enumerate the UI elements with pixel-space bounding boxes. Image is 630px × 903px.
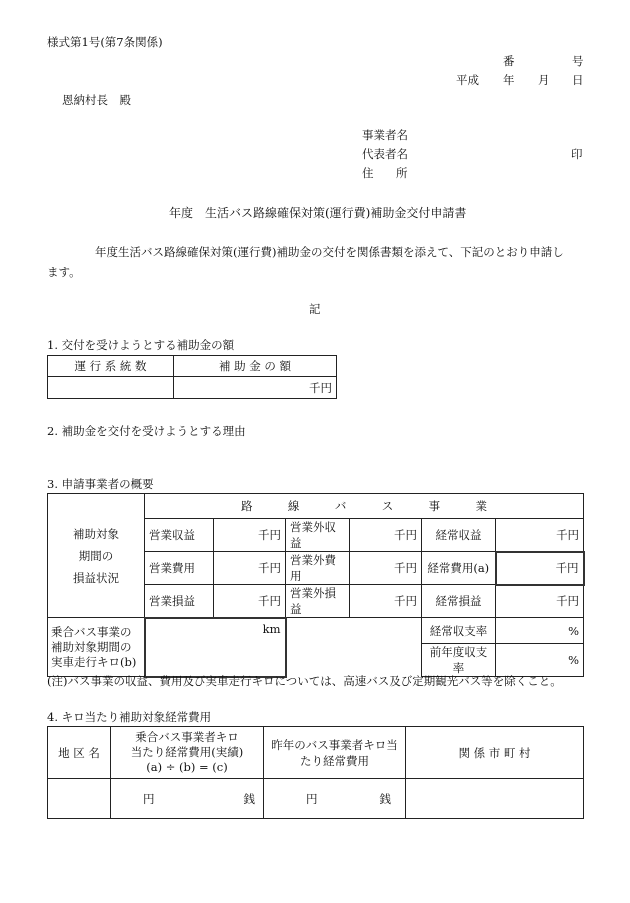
km-value[interactable]: km — [145, 618, 286, 677]
non-operating-expense-value[interactable]: 千円 — [350, 552, 422, 585]
ordinary-revenue-label: 経常収益 — [422, 519, 496, 552]
ratio-label: 経常収支率 — [422, 618, 496, 644]
ordinary-expense-value[interactable]: 千円 — [496, 552, 584, 585]
non-operating-expense-label: 営業外費用 — [286, 552, 350, 585]
route-bus-header: 路 線 バ ス 事 業 — [145, 494, 584, 519]
ordinary-revenue-value[interactable]: 千円 — [496, 519, 584, 552]
section2-heading: 2. 補助金を交付を受けようとする理由 — [47, 424, 246, 438]
actual-cost-cell[interactable]: 円 銭 — [111, 779, 264, 819]
date-year: 年 — [503, 73, 515, 87]
section1-heading: 1. 交付を受けようとする補助金の額 — [47, 338, 235, 352]
representative-label: 代表者名 — [362, 147, 408, 161]
operating-expense-value[interactable]: 千円 — [214, 552, 286, 585]
non-operating-revenue-label: 営業外収益 — [286, 519, 350, 552]
profit-loss-label: 補助対象 期間の 損益状況 — [48, 494, 145, 618]
subsidy-amount-cell[interactable]: 千円 — [174, 377, 337, 399]
operating-expense-label: 営業費用 — [145, 552, 214, 585]
route-count-cell[interactable] — [48, 377, 174, 399]
section3-heading: 3. 申請事業者の概要 — [47, 477, 154, 491]
subsidy-amount-table — [47, 355, 337, 399]
address-label-1: 住 — [362, 166, 374, 180]
section4-heading: 4. キロ当たり補助対象経常費用 — [47, 710, 212, 724]
ki-mark: 記 — [309, 302, 321, 316]
form-number: 様式第1号(第7条関係) — [47, 35, 163, 49]
date-month: 月 — [538, 73, 550, 87]
last-year-cost-cell[interactable]: 円 銭 — [264, 779, 406, 819]
col-municipalities: 関 係 市 町 村 — [406, 727, 584, 779]
date-day: 日 — [572, 73, 584, 87]
ordinary-expense-label: 経常費用(a) — [422, 552, 496, 585]
non-operating-revenue-value[interactable]: 千円 — [350, 519, 422, 552]
non-operating-profit-label: 営業外損益 — [286, 585, 350, 618]
operating-revenue-label: 営業収益 — [145, 519, 214, 552]
ratio-value[interactable]: % — [496, 618, 584, 644]
addressee: 恩納村長 殿 — [62, 93, 131, 107]
number-suffix: 号 — [572, 54, 584, 68]
prev-ratio-value[interactable]: % — [496, 644, 584, 677]
municipalities-cell[interactable] — [406, 779, 584, 819]
seal-mark: 印 — [571, 147, 583, 161]
address-label-2: 所 — [396, 166, 408, 180]
col-subsidy-amount: 補 助 金 の 額 — [174, 356, 337, 377]
date-era: 平成 — [456, 73, 479, 87]
operating-revenue-value[interactable]: 千円 — [214, 519, 286, 552]
col-actual-cost: 乗合バス事業者キロ 当たり経常費用(実績) (a) ÷ (b) = (c) — [111, 727, 264, 779]
col-last-year-cost: 昨年のバス事業者キロ当 たり経常費用 — [264, 727, 406, 779]
col-district: 地 区 名 — [48, 727, 111, 779]
ordinary-profit-label: 経常損益 — [422, 585, 496, 618]
district-cell[interactable] — [48, 779, 111, 819]
prev-ratio-label: 前年度収支率 — [422, 644, 496, 677]
blank-area — [286, 618, 422, 677]
applicant-overview-table — [47, 493, 585, 678]
col-route-count: 運 行 系 統 数 — [48, 356, 174, 377]
operating-profit-label: 営業損益 — [145, 585, 214, 618]
document-title: 年度 生活バス路線確保対策(運行費)補助金交付申請書 — [169, 206, 467, 220]
note-text: (注)バス事業の収益、費用及び実車走行キロについては、高速バス及び定期観光バス等を除くこと。 — [47, 674, 562, 688]
business-name-label: 事業者名 — [362, 128, 408, 142]
number-label: 番 — [503, 54, 515, 68]
cost-per-km-table — [47, 726, 584, 819]
km-label: 乗合バス事業の 補助対象期間の 実車走行キロ(b) — [48, 618, 145, 677]
body-line-1: 年度生活バス路線確保対策(運行費)補助金の交付を関係書類を添えて、下記のとおり申請し — [95, 245, 564, 259]
non-operating-profit-value[interactable]: 千円 — [350, 585, 422, 618]
body-line-2: ます。 — [47, 265, 81, 279]
operating-profit-value[interactable]: 千円 — [214, 585, 286, 618]
ordinary-profit-value[interactable]: 千円 — [496, 585, 584, 618]
